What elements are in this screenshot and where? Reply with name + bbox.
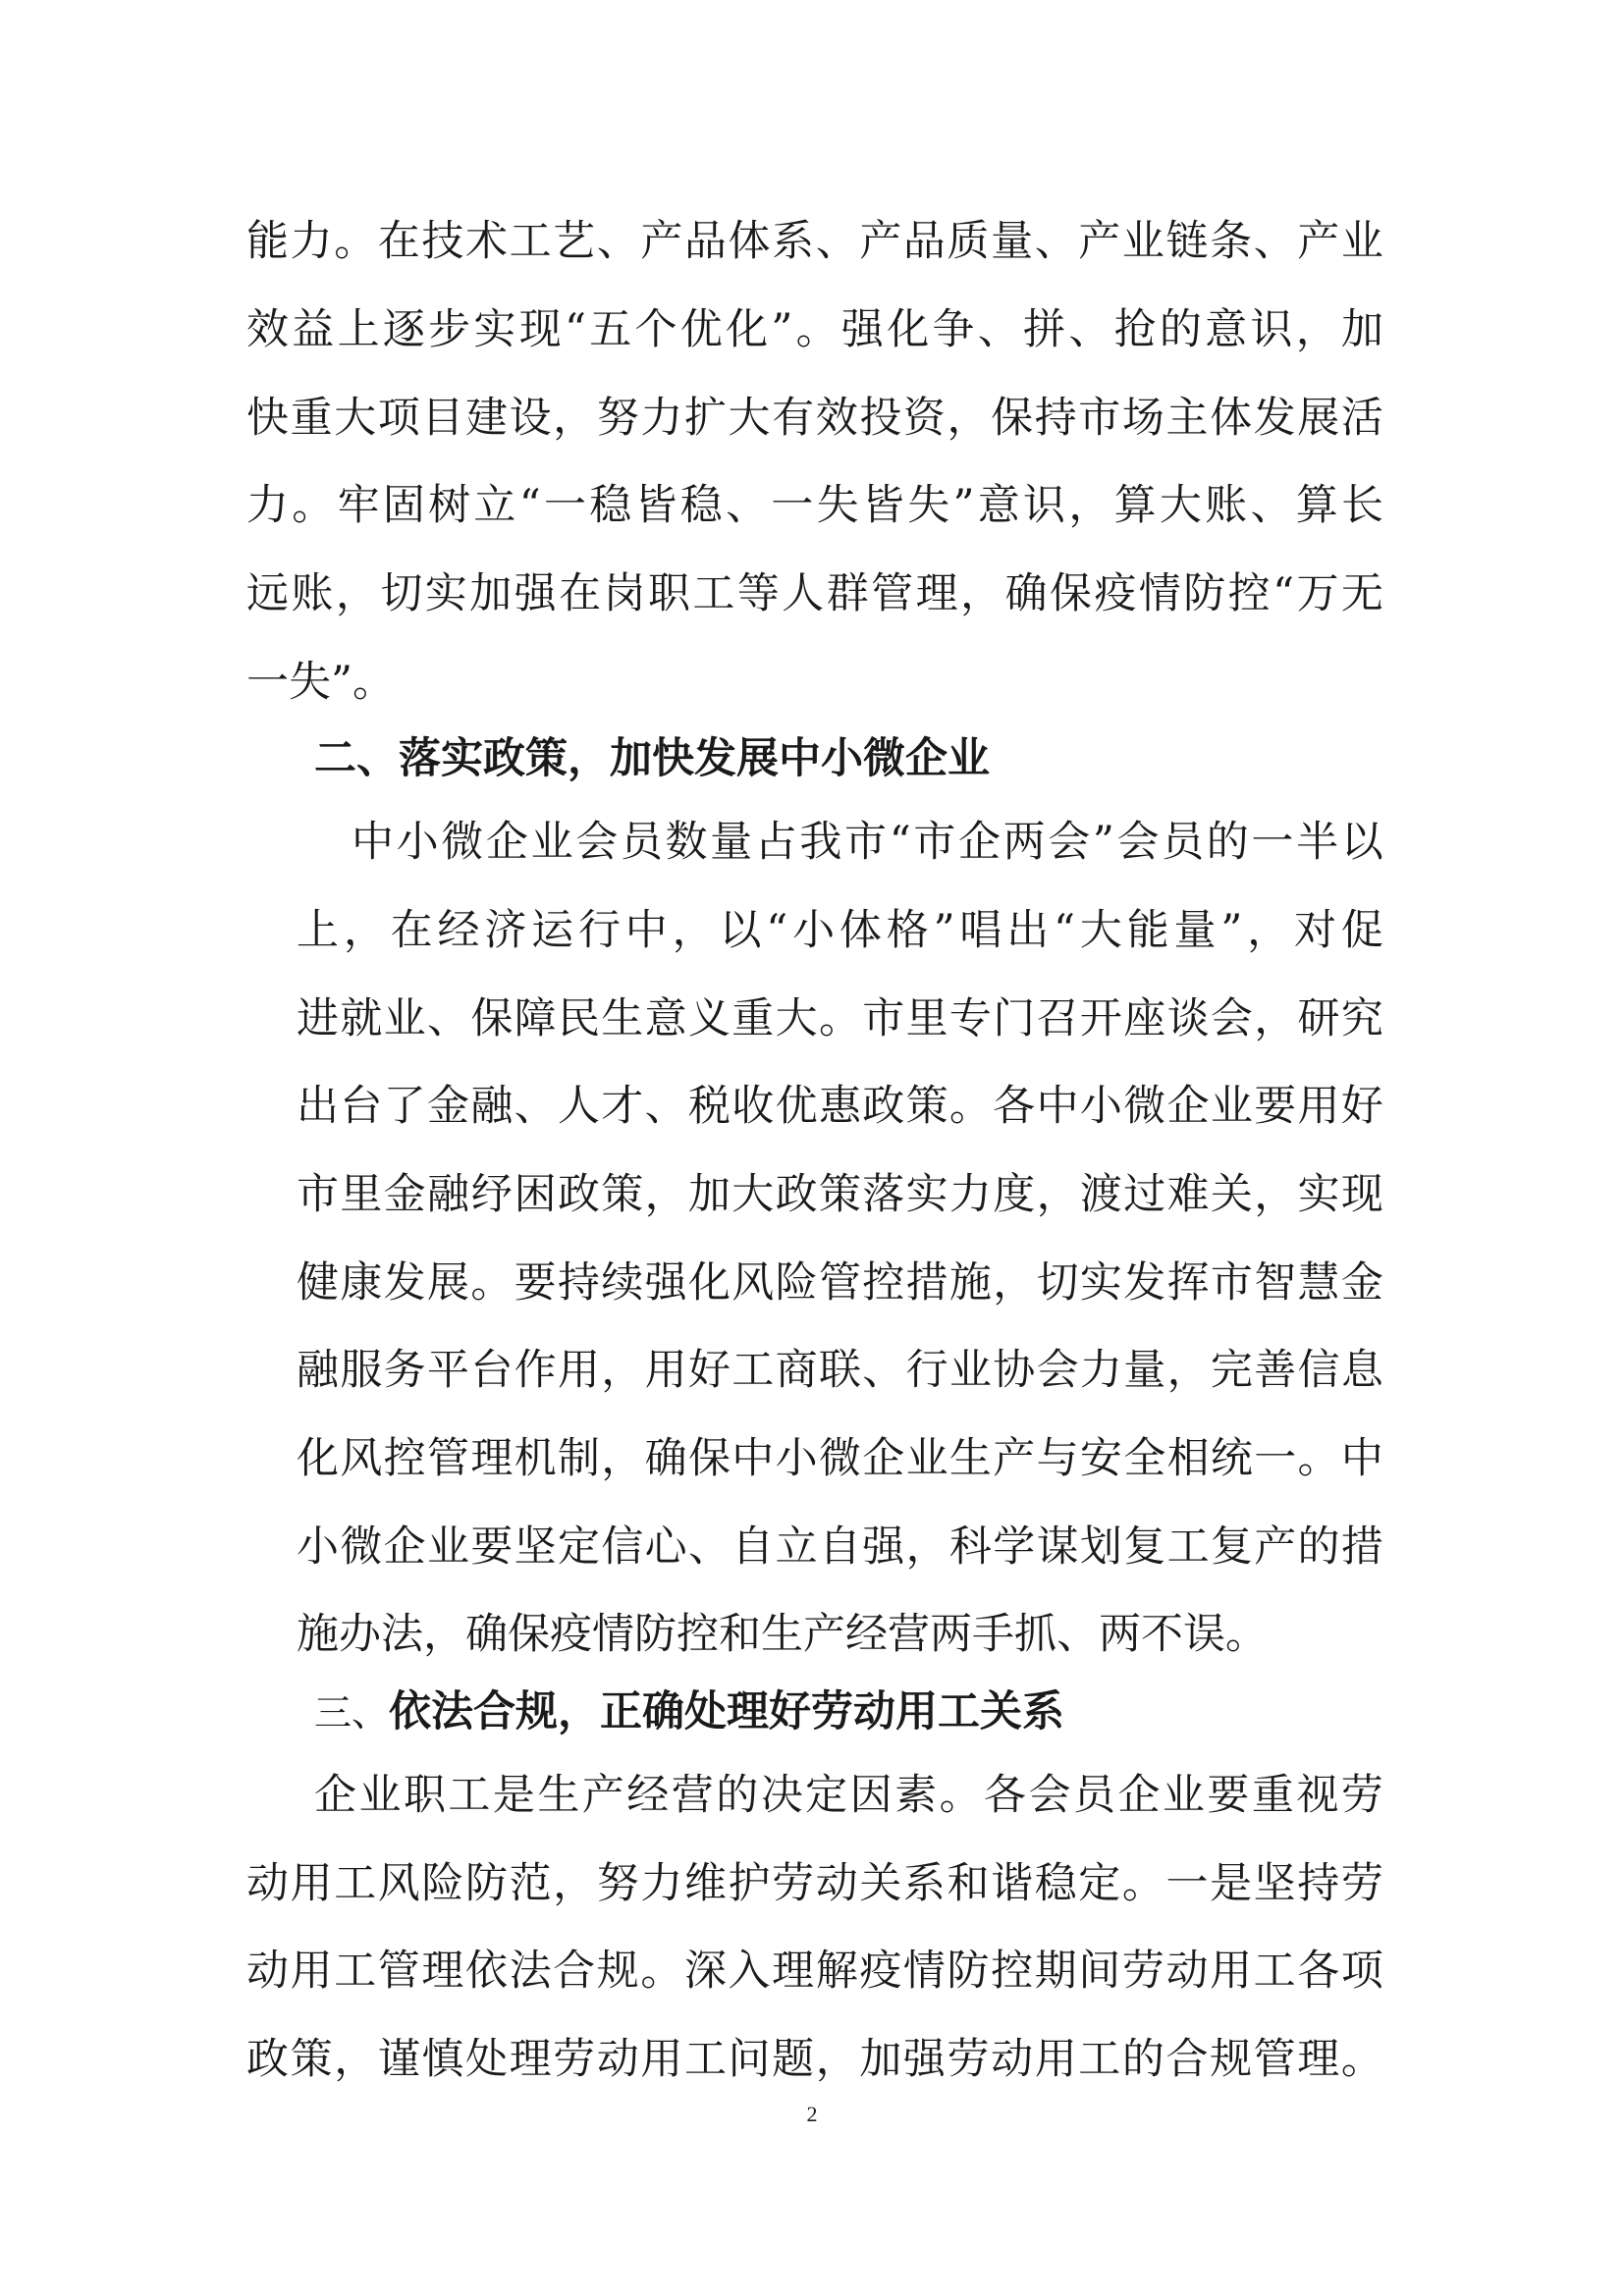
paragraph-line: 市 里 金 融 纾 困 政 策 ， 加 大 政 策 落 实 力 度 ， 渡 过 难 关 ， 实 现 (297, 1170, 1383, 1219)
paragraph-line: 效 益 上 逐 步 实 现 “ 五 个 优 化 ” 。 强 化 争 、 拼 、 抢 的 意 识 ， 加 (246, 305, 1383, 354)
section-heading: 二、落实政策，加快发展中小微企业 (314, 734, 990, 783)
paragraph-line: 动 用 工 风 险 防 范 ， 努 力 维 护 劳 动 关 系 和 谐 稳 定 。 一 是 坚 持 劳 (246, 1859, 1383, 1908)
paragraph-line: 融 服 务 平 台 作 用 ， 用 好 工 商 联 、 行 业 协 会 力 量 ， 完 善 信 息 (297, 1346, 1383, 1395)
paragraph-line: 企 业 职 工 是 生 产 经 营 的 决 定 因 素 。 各 会 员 企 业 要 重 视 劳 (314, 1771, 1383, 1820)
page-number: 2 (806, 2102, 818, 2126)
paragraph-line: 进 就 业 、 保 障 民 生 意 义 重 大 。 市 里 专 门 召 开 座 谈 会 ， 研 究 (297, 994, 1383, 1043)
paragraph-line: 快 重 大 项 目 建 设 ， 努 力 扩 大 有 效 投 资 ， 保 持 市 场 主 体 发 展 活 (246, 394, 1383, 443)
paragraph-line: 出 台 了 金 融 、 人 才 、 税 收 优 惠 政 策 。 各 中 小 微 企 业 要 用 好 (297, 1082, 1383, 1131)
paragraph-line: 上 ， 在 经 济 运 行 中 ， 以 “ 小 体 格 ” 唱 出 “ 大 能 量 ” ， 对 促 (297, 906, 1383, 955)
paragraph-line: 远 账 ， 切 实 加 强 在 岗 职 工 等 人 群 管 理 ， 确 保 疫 情 防 控 “ 万 无 (246, 569, 1383, 618)
paragraph-line: 动 用 工 管 理 依 法 合 规 。 深 入 理 解 疫 情 防 控 期 间 劳 动 用 工 各 项 (246, 1947, 1383, 1996)
paragraph-line: 政 策 ， 谨 慎 处 理 劳 动 用 工 问 题 ， 加 强 劳 动 用 工 的 合 规 管 理 。 (246, 2035, 1383, 2084)
section-heading-prefix: 三、 (314, 1691, 390, 1735)
paragraph-line: 一失”。 (246, 658, 395, 707)
section-heading-text: 依法合规，正确处理好劳动用工关系 (389, 1687, 1065, 1736)
paragraph-line: 力 。 牢 固 树 立 “ 一 稳 皆 稳 、 一 失 皆 失 ” 意 识 ， 算 大 账 、 算 长 (246, 481, 1383, 530)
paragraph-line: 能 力 。 在 技 术 工 艺 、 产 品 体 系 、 产 品 质 量 、 产 业 链 条 、 产 业 (246, 217, 1383, 266)
paragraph-line: 化 风 控 管 理 机 制 ， 确 保 中 小 微 企 业 生 产 与 安 全 相 统 一 。 中 (297, 1434, 1383, 1483)
section-heading (314, 1684, 1064, 1740)
paragraph-line: 施办法，确保疫情防控和生产经营两手抓、两不误。 (297, 1610, 1268, 1659)
paragraph-line: 小 微 企 业 要 坚 定 信 心 、 自 立 自 强 ， 科 学 谋 划 复 工 复 产 的 措 (297, 1522, 1383, 1572)
paragraph-line: 健 康 发 展 。 要 持 续 强 化 风 险 管 控 措 施 ， 切 实 发 挥 市 智 慧 金 (297, 1258, 1383, 1308)
paragraph-line: 中 小 微 企 业 会 员 数 量 占 我 市 “ 市 企 两 会 ” 会 员 的 一 半 以 (352, 818, 1383, 867)
